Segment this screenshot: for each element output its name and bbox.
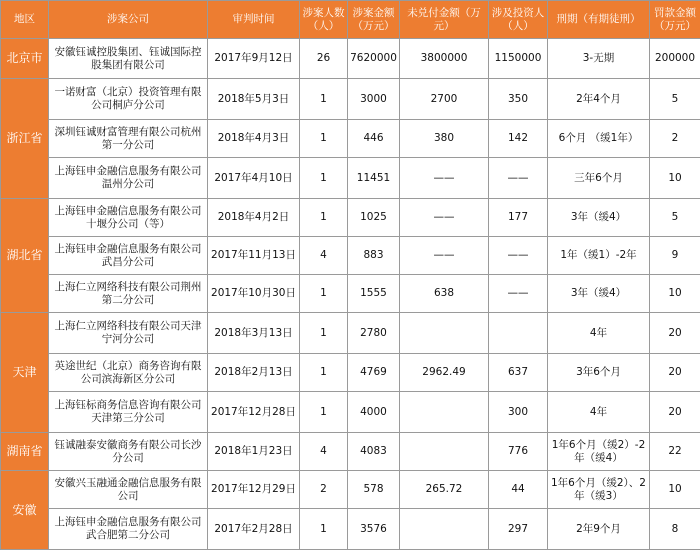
amount-cell: 2780 (348, 313, 400, 354)
company-cell: 上海仁立网络科技有限公司天津宁河分公司 (49, 313, 208, 354)
table-row (1, 392, 700, 433)
company-cell: 英途世纪（北京）商务咨询有限公司滨海新区分公司 (49, 354, 208, 392)
unpaid-cell: —— (400, 199, 489, 237)
company-cell: 深圳钰诚财富管理有限公司杭州第一分公司 (49, 120, 208, 158)
fine-cell: 5 (650, 199, 700, 237)
amount-cell: 4769 (348, 354, 400, 392)
date-cell: 2017年12月28日 (208, 392, 300, 433)
sentence-cell: 3-无期 (548, 39, 650, 79)
fine-cell: 9 (650, 237, 700, 275)
people-cell: 1 (300, 354, 348, 392)
header-row (1, 1, 700, 39)
fine-cell: 8 (650, 509, 700, 550)
table-row (1, 354, 700, 392)
header-amount: 涉案金额（万元） (348, 1, 400, 39)
table-row (1, 471, 700, 509)
unpaid-cell: 265.72 (400, 471, 489, 509)
company-cell: 安徽兴玉融通金融信息服务有限公司 (49, 471, 208, 509)
header-unpaid: 未兑付金额（万元） (400, 1, 489, 39)
unpaid-cell: 2962.49 (400, 354, 489, 392)
fine-cell: 10 (650, 471, 700, 509)
unpaid-cell: 638 (400, 275, 489, 313)
sentence-cell: 3年（缓4） (548, 199, 650, 237)
investors-cell: —— (489, 158, 548, 199)
amount-cell: 3000 (348, 79, 400, 120)
unpaid-cell: —— (400, 158, 489, 199)
header-fine: 罚款金额（万元） (650, 1, 700, 39)
unpaid-cell: 3800000 (400, 39, 489, 79)
unpaid-cell: 2700 (400, 79, 489, 120)
date-cell: 2017年4月10日 (208, 158, 300, 199)
investors-cell: 1150000 (489, 39, 548, 79)
sentence-cell: 6个月 （缓1年） (548, 120, 650, 158)
date-cell: 2017年2月28日 (208, 509, 300, 550)
people-cell: 4 (300, 433, 348, 471)
company-cell: 钰诚融泰安徽商务有限公司长沙分公司 (49, 433, 208, 471)
sentence-cell: 三年6个月 (548, 158, 650, 199)
investors-cell: 297 (489, 509, 548, 550)
amount-cell: 7620000 (348, 39, 400, 79)
table-row (1, 433, 700, 471)
people-cell: 1 (300, 392, 348, 433)
fine-cell: 22 (650, 433, 700, 471)
unpaid-cell: 380 (400, 120, 489, 158)
amount-cell: 3576 (348, 509, 400, 550)
table-row (1, 237, 700, 275)
investors-cell: 776 (489, 433, 548, 471)
fine-cell: 5 (650, 79, 700, 120)
investors-cell: 637 (489, 354, 548, 392)
unpaid-cell (400, 313, 489, 354)
date-cell: 2018年4月2日 (208, 199, 300, 237)
people-cell: 1 (300, 509, 348, 550)
unpaid-cell (400, 433, 489, 471)
region-cell: 北京市 (1, 39, 49, 79)
unpaid-cell (400, 392, 489, 433)
region-cell: 浙江省 (1, 79, 49, 199)
people-cell: 1 (300, 79, 348, 120)
sentence-cell: 2年4个月 (548, 79, 650, 120)
fine-cell: 20 (650, 313, 700, 354)
company-cell: 上海钰标商务信息咨询有限公司天津第三分公司 (49, 392, 208, 433)
investors-cell: 142 (489, 120, 548, 158)
amount-cell: 1025 (348, 199, 400, 237)
amount-cell: 883 (348, 237, 400, 275)
people-cell: 26 (300, 39, 348, 79)
company-cell: 上海钰申金融信息服务有限公司温州分公司 (49, 158, 208, 199)
table-row (1, 39, 700, 79)
fine-cell: 2 (650, 120, 700, 158)
sentence-cell: 2年9个月 (548, 509, 650, 550)
date-cell: 2017年10月30日 (208, 275, 300, 313)
company-cell: 上海钰申金融信息服务有限公司十堰分公司（等） (49, 199, 208, 237)
region-cell: 天津 (1, 313, 49, 433)
people-cell: 2 (300, 471, 348, 509)
amount-cell: 4083 (348, 433, 400, 471)
table-row (1, 509, 700, 550)
header-date: 审判时间 (208, 1, 300, 39)
amount-cell: 578 (348, 471, 400, 509)
header-investors: 涉及投资人（人） (489, 1, 548, 39)
investors-cell: 300 (489, 392, 548, 433)
sentence-cell: 1年（缓1）-2年 (548, 237, 650, 275)
investors-cell: —— (489, 275, 548, 313)
table-row (1, 275, 700, 313)
fine-cell: 20 (650, 354, 700, 392)
region-cell: 湖北省 (1, 199, 49, 313)
table-row (1, 199, 700, 237)
company-cell: 上海仁立网络科技有限公司荆州第二分公司 (49, 275, 208, 313)
people-cell: 1 (300, 199, 348, 237)
fine-cell: 200000 (650, 39, 700, 79)
amount-cell: 11451 (348, 158, 400, 199)
date-cell: 2018年4月3日 (208, 120, 300, 158)
region-cell: 湖南省 (1, 433, 49, 471)
unpaid-cell (400, 509, 489, 550)
company-cell: 上海钰申金融信息服务有限公司武合肥第二分公司 (49, 509, 208, 550)
header-people: 涉案人数（人） (300, 1, 348, 39)
fine-cell: 10 (650, 275, 700, 313)
table-body (1, 39, 700, 550)
date-cell: 2017年11月13日 (208, 237, 300, 275)
sentence-cell: 3年6个月 (548, 354, 650, 392)
date-cell: 2018年1月23日 (208, 433, 300, 471)
investors-cell: 177 (489, 199, 548, 237)
amount-cell: 4000 (348, 392, 400, 433)
date-cell: 2018年3月13日 (208, 313, 300, 354)
amount-cell: 446 (348, 120, 400, 158)
investors-cell: —— (489, 237, 548, 275)
sentence-cell: 1年6个月（缓2）、2年（缓3） (548, 471, 650, 509)
investors-cell (489, 313, 548, 354)
people-cell: 1 (300, 313, 348, 354)
header-sentence: 刑期（有期徒刑） (548, 1, 650, 39)
company-cell: 一诺财富（北京）投资管理有限公司桐庐分公司 (49, 79, 208, 120)
date-cell: 2017年9月12日 (208, 39, 300, 79)
company-cell: 安徽钰诚控股集团、钰诚国际控股集团有限公司 (49, 39, 208, 79)
people-cell: 1 (300, 275, 348, 313)
table-row (1, 79, 700, 120)
people-cell: 1 (300, 158, 348, 199)
date-cell: 2018年5月3日 (208, 79, 300, 120)
people-cell: 4 (300, 237, 348, 275)
investors-cell: 44 (489, 471, 548, 509)
fine-cell: 10 (650, 158, 700, 199)
header-region: 地区 (1, 1, 49, 39)
company-cell: 上海钰申金融信息服务有限公司武昌分公司 (49, 237, 208, 275)
amount-cell: 1555 (348, 275, 400, 313)
table-row (1, 120, 700, 158)
date-cell: 2018年2月13日 (208, 354, 300, 392)
region-cell: 安徽 (1, 471, 49, 550)
sentence-cell: 1年6个月（缓2）-2年（缓4） (548, 433, 650, 471)
table-row (1, 313, 700, 354)
fine-cell: 20 (650, 392, 700, 433)
sentence-cell: 4年 (548, 313, 650, 354)
header-company: 涉案公司 (49, 1, 208, 39)
table-row (1, 158, 700, 199)
unpaid-cell: —— (400, 237, 489, 275)
sentence-cell: 3年（缓4） (548, 275, 650, 313)
people-cell: 1 (300, 120, 348, 158)
investors-cell: 350 (489, 79, 548, 120)
date-cell: 2017年12月29日 (208, 471, 300, 509)
sentence-cell: 4年 (548, 392, 650, 433)
